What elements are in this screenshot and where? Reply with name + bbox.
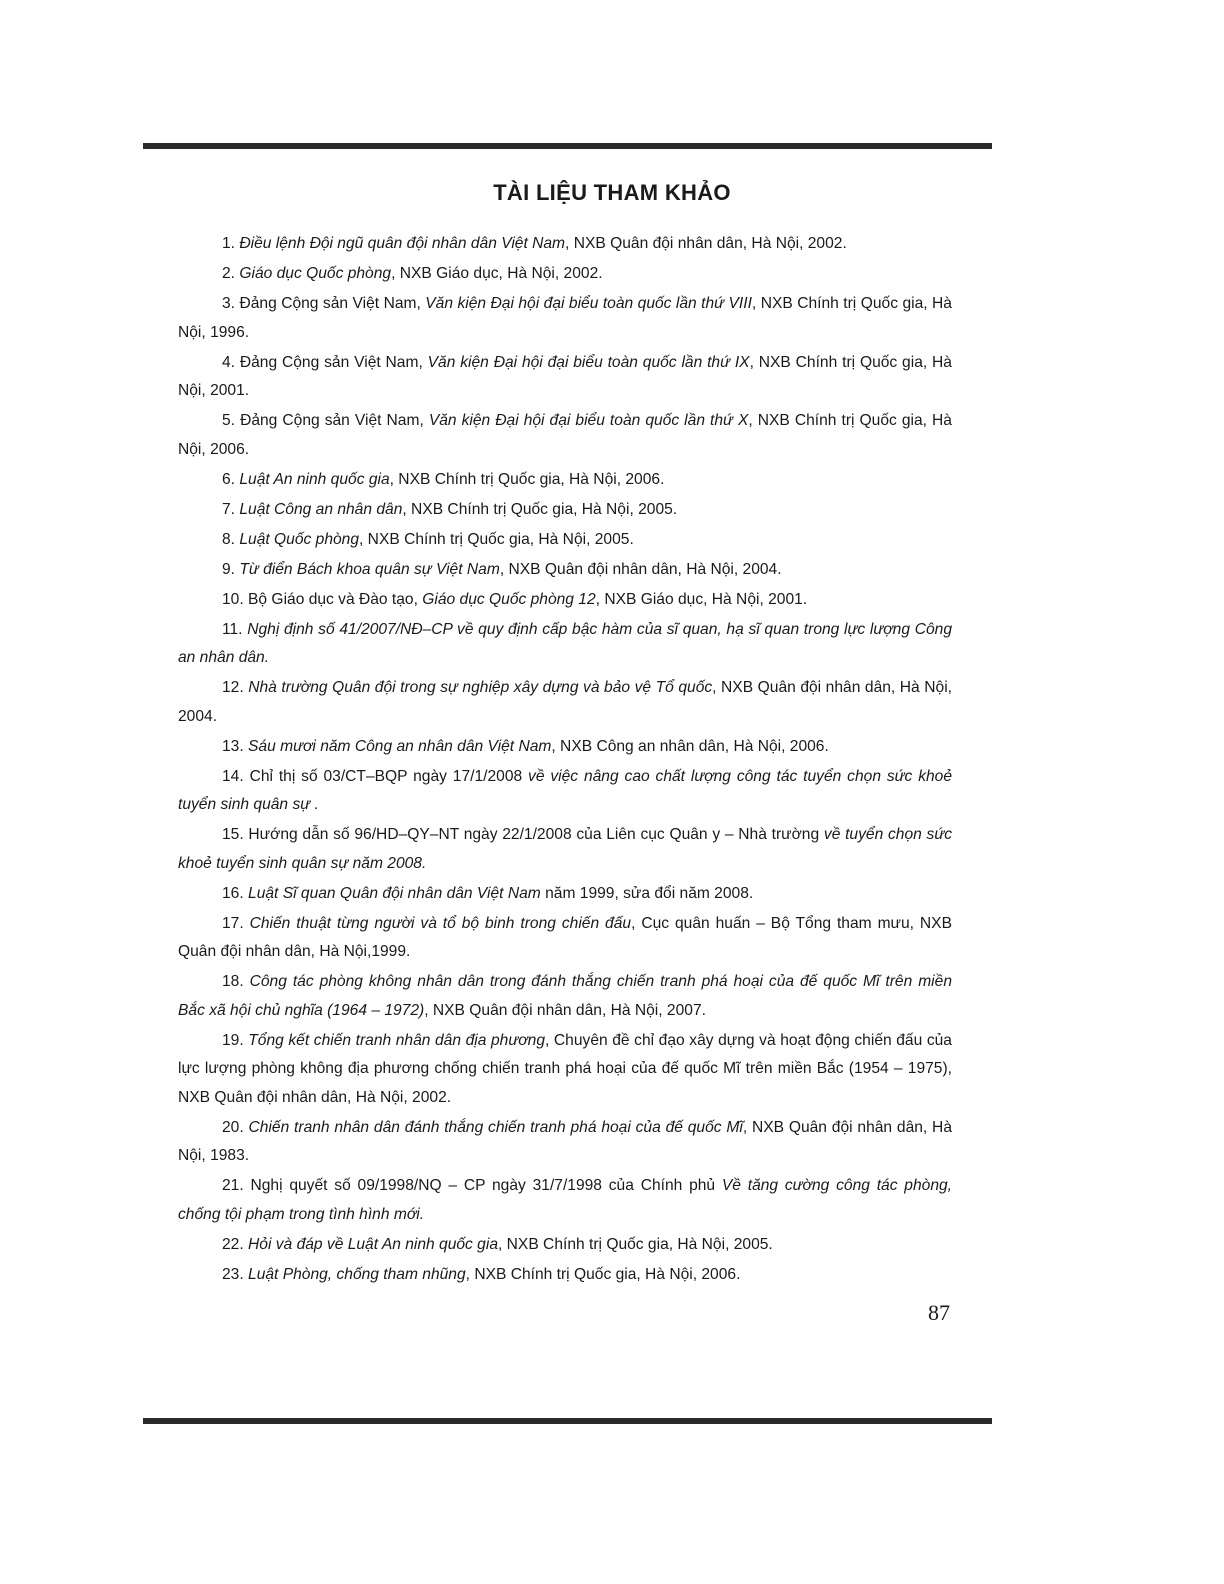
reference-details: , NXB Chính trị Quốc gia, Hà Nội, 1996.	[178, 295, 952, 341]
reference-number: 23.	[222, 1265, 244, 1283]
reference-title: Luật Quốc phòng	[239, 530, 360, 548]
reference-number: 5.	[222, 412, 236, 429]
reference-prefix: Hướng dẫn số 96/HD–QY–NT ngày 22/1/2008 của Liên cục Quân y – Nhà trường	[248, 826, 824, 843]
reference-number: 2.	[222, 265, 236, 282]
reference-details: , NXB Quân đội nhân dân, Hà Nội, 2002.	[565, 235, 847, 252]
reference-details: , NXB Giáo dục, Hà Nội, 2002.	[391, 265, 603, 282]
reference-list	[178, 230, 952, 1291]
reference-prefix: Nghị quyết số 09/1998/NQ – CP ngày 31/7/1998 của Chính phủ	[250, 1177, 722, 1194]
reference-item	[178, 674, 952, 731]
reference-details: , NXB Quân đội nhân dân, Hà Nội, 2004.	[178, 679, 952, 725]
reference-item	[178, 968, 952, 1025]
reference-number: 18.	[222, 973, 244, 990]
reference-details: năm 1999, sửa đổi năm 2008.	[540, 884, 754, 902]
reference-item	[178, 763, 952, 820]
reference-details: , NXB Chính trị Quốc gia, Hà Nội, 2006.	[465, 1265, 741, 1283]
reference-item	[178, 260, 952, 289]
reference-number: 12.	[222, 679, 244, 696]
reference-prefix: Đảng Cộng sản Việt Nam,	[240, 412, 429, 429]
reference-title: Từ điển Bách khoa quân sự Việt Nam	[239, 560, 500, 578]
reference-details: , Chuyên đề chỉ đạo xây dựng và hoạt động chiến đấu của lực lượng phòng không địa phương chống chiến tranh phá hoại của đế quốc Mĩ trên miền Bắc (1954 – 1975), NXB Quân đội nhân dân, Hà Nội, 2002.	[178, 1031, 952, 1106]
reference-item	[178, 290, 952, 347]
reference-item	[178, 910, 952, 967]
reference-number: 1.	[222, 235, 236, 252]
reference-details: , NXB Giáo dục, Hà Nội, 2001.	[595, 590, 808, 608]
reference-details: , NXB Công an nhân dân, Hà Nội, 2006.	[551, 737, 829, 755]
reference-number: 21.	[222, 1177, 244, 1194]
reference-title: Nhà trường Quân đội trong sự nghiệp xây dựng và bảo vệ Tổ quốc	[248, 679, 713, 696]
page-title: TÀI LIỆU THAM KHẢO	[493, 180, 731, 205]
reference-details: , Cục quân huấn – Bộ Tổng tham mưu, NXB Quân đội nhân dân, Hà Nội,1999.	[178, 914, 952, 960]
reference-item	[178, 821, 952, 878]
reference-title: về việc nâng cao chất lượng công tác tuyển chọn sức khoẻ tuyển sinh quân sự .	[178, 767, 953, 813]
reference-number: 10.	[222, 590, 244, 608]
reference-details: , NXB Quân đội nhân dân, Hà Nội, 1983.	[178, 1118, 952, 1164]
reference-item	[178, 230, 952, 259]
reference-item	[178, 526, 952, 555]
reference-number: 16.	[222, 884, 244, 902]
reference-item	[178, 586, 952, 615]
reference-item	[178, 733, 952, 762]
reference-prefix: Chỉ thị số 03/CT–BQP ngày 17/1/2008	[249, 767, 529, 785]
reference-title: Nghị định số 41/2007/NĐ–CP về quy định cấp bậc hàm của sĩ quan, hạ sĩ quan trong lực lượng Công an nhân dân.	[178, 620, 952, 666]
reference-item	[178, 1114, 952, 1171]
reference-title: Luật Công an nhân dân	[239, 500, 403, 518]
reference-number: 8.	[222, 530, 236, 548]
page-number: 87	[928, 1300, 950, 1325]
reference-prefix: Bộ Giáo dục và Đào tạo,	[248, 590, 423, 608]
reference-title: Chiến thuật từng người và tổ bộ binh trong chiến đấu	[249, 914, 632, 932]
reference-details: , NXB Chính trị Quốc gia, Hà Nội, 2006.	[389, 470, 665, 488]
reference-details: , NXB Chính trị Quốc gia, Hà Nội, 2005.	[498, 1235, 773, 1253]
reference-title: Giáo dục Quốc phòng	[239, 265, 392, 282]
reference-item	[178, 407, 952, 464]
reference-item	[178, 496, 952, 525]
reference-title: Luật Sĩ quan Quân đội nhân dân Việt Nam	[248, 884, 541, 902]
reference-title: Luật An ninh quốc gia	[239, 470, 390, 488]
reference-item	[178, 1027, 952, 1113]
reference-item	[178, 466, 952, 495]
reference-title: Chiến tranh nhân dân đánh thắng chiến tranh phá hoại của đế quốc Mĩ	[248, 1118, 743, 1136]
reference-prefix: Đảng Cộng sản Việt Nam,	[239, 295, 426, 312]
reference-details: , NXB Chính trị Quốc gia, Hà Nội, 2005.	[359, 530, 634, 548]
reference-title: Về tăng cường công tác phòng, chống tội phạm trong tình hình mới.	[178, 1177, 952, 1223]
reference-title: Luật Phòng, chống tham nhũng	[248, 1265, 466, 1283]
reference-title: Điều lệnh Đội ngũ quân đội nhân dân Việt Nam	[239, 235, 566, 252]
reference-item	[178, 1172, 952, 1229]
reference-item	[178, 349, 952, 406]
reference-number: 13.	[222, 737, 244, 755]
reference-number: 6.	[222, 470, 236, 488]
reference-title: về tuyển chọn sức khoẻ tuyển sinh quân sự năm 2008.	[178, 826, 953, 872]
bottom-rule	[143, 1418, 992, 1424]
top-rule	[143, 143, 992, 149]
reference-number: 4.	[222, 353, 236, 371]
reference-item	[178, 1261, 952, 1290]
reference-number: 3.	[222, 295, 236, 312]
reference-number: 17.	[222, 914, 244, 932]
reference-prefix: Đảng Cộng sản Việt Nam,	[239, 353, 428, 371]
reference-number: 9.	[222, 560, 236, 578]
reference-number: 14.	[222, 767, 244, 785]
reference-title: Tổng kết chiến tranh nhân dân địa phương	[248, 1031, 545, 1049]
reference-title: Sáu mươi năm Công an nhân dân Việt Nam	[248, 737, 552, 755]
reference-title: Văn kiện Đại hội đại biểu toàn quốc lần thứ IX	[427, 353, 750, 371]
reference-details: , NXB Quân đội nhân dân, Hà Nội, 2004.	[499, 560, 782, 578]
reference-title: Văn kiện Đại hội đại biểu toàn quốc lần thứ X	[428, 412, 749, 429]
reference-number: 11.	[222, 620, 243, 638]
reference-number: 15.	[222, 826, 244, 843]
reference-details: , NXB Chính trị Quốc gia, Hà Nội, 2005.	[402, 500, 678, 518]
reference-details: , NXB Quân đội nhân dân, Hà Nội, 2007.	[424, 1001, 706, 1019]
reference-number: 22.	[222, 1235, 244, 1253]
reference-item	[178, 880, 952, 909]
reference-details: , NXB Chính trị Quốc gia, Hà Nội, 2001.	[178, 353, 952, 399]
reference-details: , NXB Chính trị Quốc gia, Hà Nội, 2006.	[178, 412, 952, 458]
reference-item	[178, 616, 952, 673]
reference-item	[178, 1231, 952, 1260]
reference-number: 19.	[222, 1031, 244, 1049]
reference-item	[178, 556, 952, 585]
reference-number: 20.	[222, 1118, 244, 1136]
reference-number: 7.	[222, 500, 236, 518]
reference-title: Hỏi và đáp về Luật An ninh quốc gia	[248, 1235, 498, 1253]
reference-title: Công tác phòng không nhân dân trong đánh thắng chiến tranh phá hoại của đế quốc Mĩ trên miền Bắc xã hội chủ nghĩa (1964 – 1972)	[178, 973, 952, 1019]
reference-title: Giáo dục Quốc phòng 12	[422, 590, 596, 608]
reference-title: Văn kiện Đại hội đại biểu toàn quốc lần thứ VIII	[425, 295, 752, 312]
